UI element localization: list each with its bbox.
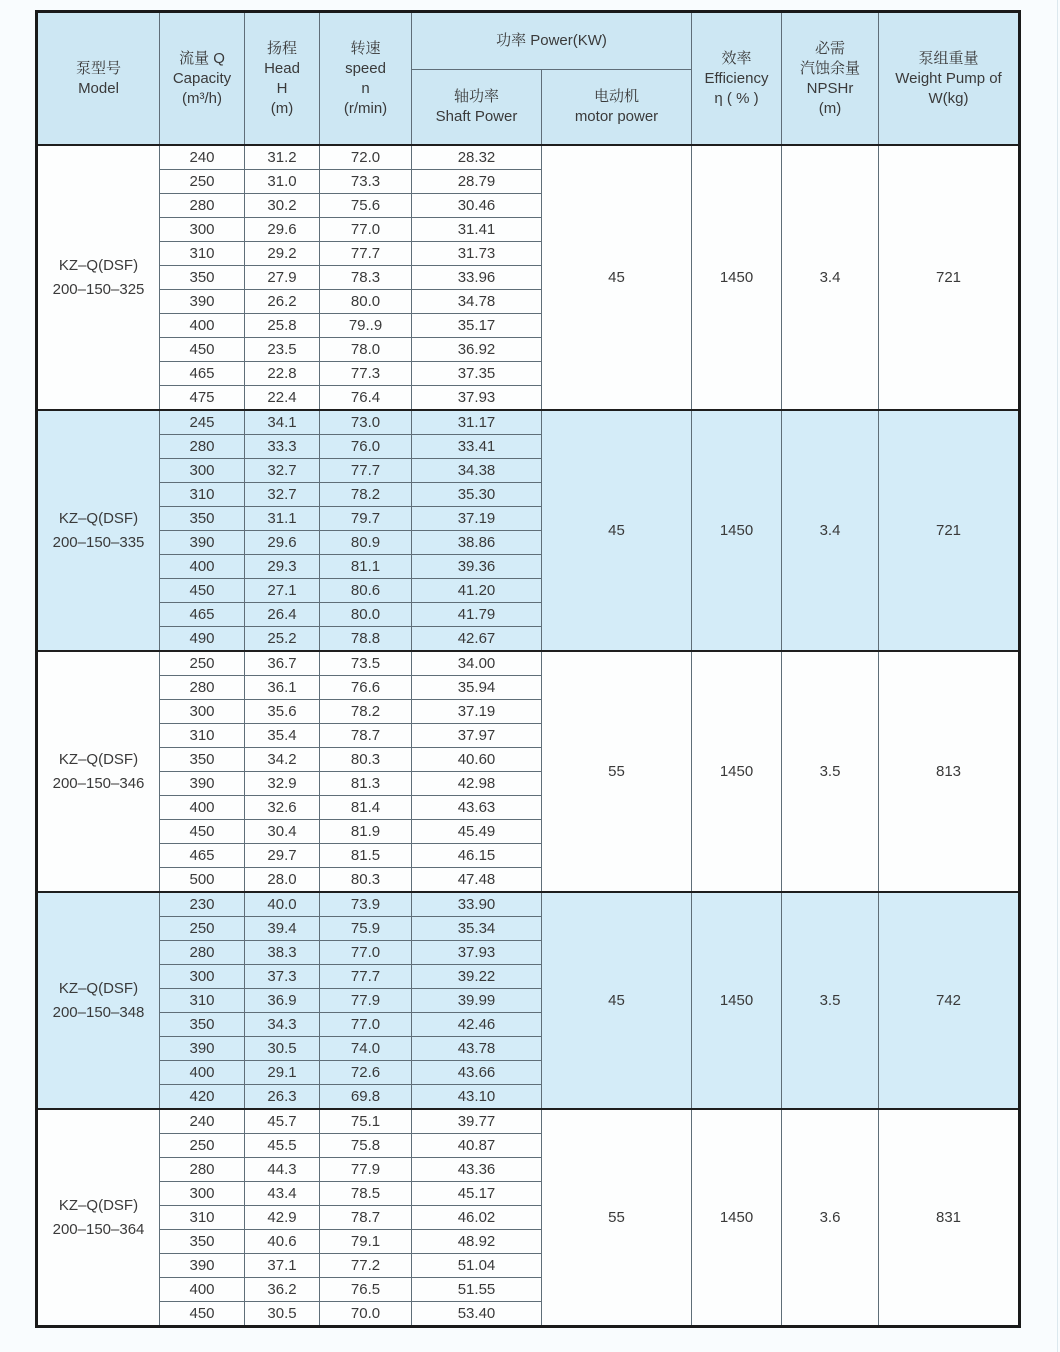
speed-cell: 80.9 <box>320 531 412 555</box>
speed-cell: 78.7 <box>320 1206 412 1230</box>
speed-cell: 76.4 <box>320 386 412 411</box>
head-cell: 30.5 <box>245 1037 320 1061</box>
col-header-capacity: 流量 Q Capacity (m³/h) <box>160 12 245 146</box>
head-cell: 26.4 <box>245 603 320 627</box>
shaft-power-cell: 41.20 <box>412 579 542 603</box>
head-cell: 32.6 <box>245 796 320 820</box>
motor-power-cell: 45 <box>542 145 692 410</box>
speed-cell: 75.1 <box>320 1109 412 1134</box>
shaft-power-cell: 31.73 <box>412 242 542 266</box>
capacity-cell: 250 <box>160 651 245 676</box>
head-cell: 34.1 <box>245 410 320 435</box>
capacity-cell: 400 <box>160 1278 245 1302</box>
npshr-cell: 3.4 <box>782 145 879 410</box>
model-line: 200–150–346 <box>52 774 145 792</box>
capacity-cell: 310 <box>160 1206 245 1230</box>
shaft-power-cell: 39.99 <box>412 989 542 1013</box>
capacity-cell: 500 <box>160 868 245 893</box>
capacity-cell: 280 <box>160 941 245 965</box>
speed-cell: 80.0 <box>320 603 412 627</box>
shaft-power-cell: 42.46 <box>412 1013 542 1037</box>
table-header <box>37 12 1020 146</box>
capacity-cell: 280 <box>160 676 245 700</box>
speed-cell: 75.6 <box>320 194 412 218</box>
col-header-motor-power: 电动机 motor power <box>542 70 692 146</box>
shaft-power-cell: 43.36 <box>412 1158 542 1182</box>
shaft-power-cell: 48.92 <box>412 1230 542 1254</box>
table-row <box>37 892 1020 917</box>
weight-cell: 813 <box>879 651 1020 892</box>
npshr-cell: 3.6 <box>782 1109 879 1327</box>
head-cell: 36.1 <box>245 676 320 700</box>
capacity-cell: 420 <box>160 1085 245 1110</box>
model-cell <box>37 651 160 892</box>
capacity-cell: 250 <box>160 917 245 941</box>
efficiency-cell: 1450 <box>692 410 782 651</box>
speed-cell: 77.0 <box>320 218 412 242</box>
shaft-power-cell: 43.10 <box>412 1085 542 1110</box>
col-header-weight: 泵组重量 Weight Pump of W(kg) <box>879 12 1020 146</box>
head-cell: 32.7 <box>245 459 320 483</box>
head-cell: 36.2 <box>245 1278 320 1302</box>
head-cell: 26.3 <box>245 1085 320 1110</box>
capacity-cell: 400 <box>160 555 245 579</box>
head-cell: 29.2 <box>245 242 320 266</box>
speed-cell: 78.2 <box>320 483 412 507</box>
speed-cell: 78.2 <box>320 700 412 724</box>
col-header-npshr: 必需 汽蚀余量 NPSHr (m) <box>782 12 879 146</box>
efficiency-cell: 1450 <box>692 145 782 410</box>
capacity-cell: 240 <box>160 1109 245 1134</box>
motor-power-cell: 45 <box>542 892 692 1109</box>
head-cell: 31.1 <box>245 507 320 531</box>
speed-cell: 72.6 <box>320 1061 412 1085</box>
capacity-cell: 300 <box>160 1182 245 1206</box>
head-cell: 26.2 <box>245 290 320 314</box>
head-cell: 32.7 <box>245 483 320 507</box>
capacity-cell: 240 <box>160 145 245 170</box>
head-cell: 30.2 <box>245 194 320 218</box>
head-cell: 38.3 <box>245 941 320 965</box>
col-header-power-group: 功率 Power(KW) <box>412 12 692 70</box>
npshr-cell: 3.5 <box>782 651 879 892</box>
weight-cell: 742 <box>879 892 1020 1109</box>
model-line: 200–150–364 <box>52 1220 145 1238</box>
table-row <box>37 410 1020 435</box>
head-cell: 31.0 <box>245 170 320 194</box>
npshr-cell: 3.4 <box>782 410 879 651</box>
capacity-cell: 280 <box>160 435 245 459</box>
efficiency-cell: 1450 <box>692 1109 782 1327</box>
speed-cell: 73.0 <box>320 410 412 435</box>
speed-cell: 69.8 <box>320 1085 412 1110</box>
speed-cell: 70.0 <box>320 1302 412 1327</box>
speed-cell: 79.1 <box>320 1230 412 1254</box>
shaft-power-cell: 35.34 <box>412 917 542 941</box>
speed-cell: 75.8 <box>320 1134 412 1158</box>
model-line: KZ–Q(DSF) <box>58 509 139 527</box>
capacity-cell: 350 <box>160 1230 245 1254</box>
table-row <box>37 1109 1020 1134</box>
model-line: 200–150–348 <box>52 1003 145 1021</box>
head-cell: 32.9 <box>245 772 320 796</box>
speed-cell: 80.0 <box>320 290 412 314</box>
shaft-power-cell: 42.98 <box>412 772 542 796</box>
weight-cell: 831 <box>879 1109 1020 1327</box>
speed-cell: 76.0 <box>320 435 412 459</box>
head-cell: 29.7 <box>245 844 320 868</box>
shaft-power-cell: 37.35 <box>412 362 542 386</box>
head-cell: 25.2 <box>245 627 320 652</box>
head-cell: 29.3 <box>245 555 320 579</box>
head-cell: 34.3 <box>245 1013 320 1037</box>
capacity-cell: 245 <box>160 410 245 435</box>
head-cell: 43.4 <box>245 1182 320 1206</box>
table-row <box>37 145 1020 170</box>
model-line: KZ–Q(DSF) <box>58 256 139 274</box>
head-cell: 30.5 <box>245 1302 320 1327</box>
head-cell: 29.1 <box>245 1061 320 1085</box>
shaft-power-cell: 51.04 <box>412 1254 542 1278</box>
shaft-power-cell: 43.63 <box>412 796 542 820</box>
head-cell: 30.4 <box>245 820 320 844</box>
capacity-cell: 390 <box>160 1037 245 1061</box>
head-cell: 34.2 <box>245 748 320 772</box>
shaft-power-cell: 28.32 <box>412 145 542 170</box>
model-cell <box>37 892 160 1109</box>
capacity-cell: 310 <box>160 242 245 266</box>
capacity-cell: 280 <box>160 1158 245 1182</box>
head-cell: 37.1 <box>245 1254 320 1278</box>
head-cell: 36.9 <box>245 989 320 1013</box>
head-cell: 35.6 <box>245 700 320 724</box>
capacity-cell: 310 <box>160 989 245 1013</box>
shaft-power-cell: 36.92 <box>412 338 542 362</box>
head-cell: 40.6 <box>245 1230 320 1254</box>
capacity-cell: 450 <box>160 579 245 603</box>
capacity-cell: 350 <box>160 507 245 531</box>
speed-cell: 80.3 <box>320 868 412 893</box>
shaft-power-cell: 37.19 <box>412 700 542 724</box>
head-cell: 27.9 <box>245 266 320 290</box>
speed-cell: 73.9 <box>320 892 412 917</box>
col-header-head: 扬程 Head H (m) <box>245 12 320 146</box>
speed-cell: 73.5 <box>320 651 412 676</box>
speed-cell: 78.5 <box>320 1182 412 1206</box>
capacity-cell: 390 <box>160 772 245 796</box>
head-cell: 25.8 <box>245 314 320 338</box>
speed-cell: 76.6 <box>320 676 412 700</box>
speed-cell: 73.3 <box>320 170 412 194</box>
shaft-power-cell: 45.17 <box>412 1182 542 1206</box>
capacity-cell: 465 <box>160 603 245 627</box>
capacity-cell: 280 <box>160 194 245 218</box>
shaft-power-cell: 39.22 <box>412 965 542 989</box>
shaft-power-cell: 34.38 <box>412 459 542 483</box>
capacity-cell: 465 <box>160 362 245 386</box>
speed-cell: 78.7 <box>320 724 412 748</box>
speed-cell: 72.0 <box>320 145 412 170</box>
efficiency-cell: 1450 <box>692 892 782 1109</box>
capacity-cell: 300 <box>160 700 245 724</box>
shaft-power-cell: 37.93 <box>412 941 542 965</box>
shaft-power-cell: 34.78 <box>412 290 542 314</box>
capacity-cell: 350 <box>160 1013 245 1037</box>
speed-cell: 77.7 <box>320 459 412 483</box>
head-cell: 23.5 <box>245 338 320 362</box>
shaft-power-cell: 45.49 <box>412 820 542 844</box>
model-cell <box>37 145 160 410</box>
shaft-power-cell: 37.93 <box>412 386 542 411</box>
shaft-power-cell: 28.79 <box>412 170 542 194</box>
speed-cell: 79.7 <box>320 507 412 531</box>
col-header-efficiency: 效率 Efficiency η ( % ) <box>692 12 782 146</box>
speed-cell: 77.0 <box>320 941 412 965</box>
motor-power-cell: 55 <box>542 651 692 892</box>
shaft-power-cell: 46.15 <box>412 844 542 868</box>
shaft-power-cell: 41.79 <box>412 603 542 627</box>
shaft-power-cell: 35.30 <box>412 483 542 507</box>
table-body <box>37 145 1020 1327</box>
capacity-cell: 300 <box>160 459 245 483</box>
col-header-shaft-power: 轴功率 Shaft Power <box>412 70 542 146</box>
model-cell <box>37 1109 160 1327</box>
shaft-power-cell: 31.17 <box>412 410 542 435</box>
capacity-cell: 490 <box>160 627 245 652</box>
speed-cell: 81.1 <box>320 555 412 579</box>
model-line: KZ–Q(DSF) <box>58 1196 139 1214</box>
capacity-cell: 300 <box>160 965 245 989</box>
shaft-power-cell: 33.96 <box>412 266 542 290</box>
shaft-power-cell: 33.41 <box>412 435 542 459</box>
col-header-speed: 转速 speed n (r/min) <box>320 12 412 146</box>
shaft-power-cell: 37.97 <box>412 724 542 748</box>
shaft-power-cell: 51.55 <box>412 1278 542 1302</box>
shaft-power-cell: 43.66 <box>412 1061 542 1085</box>
head-cell: 35.4 <box>245 724 320 748</box>
speed-cell: 78.0 <box>320 338 412 362</box>
capacity-cell: 400 <box>160 1061 245 1085</box>
speed-cell: 77.9 <box>320 1158 412 1182</box>
model-line: 200–150–325 <box>52 280 145 298</box>
shaft-power-cell: 46.02 <box>412 1206 542 1230</box>
speed-cell: 77.7 <box>320 965 412 989</box>
col-header-model: 泵型号 Model <box>37 12 160 146</box>
model-line: KZ–Q(DSF) <box>58 750 139 768</box>
shaft-power-cell: 39.77 <box>412 1109 542 1134</box>
speed-cell: 77.2 <box>320 1254 412 1278</box>
head-cell: 45.5 <box>245 1134 320 1158</box>
head-cell: 33.3 <box>245 435 320 459</box>
capacity-cell: 300 <box>160 218 245 242</box>
shaft-power-cell: 43.78 <box>412 1037 542 1061</box>
capacity-cell: 465 <box>160 844 245 868</box>
head-cell: 22.8 <box>245 362 320 386</box>
speed-cell: 77.3 <box>320 362 412 386</box>
shaft-power-cell: 53.40 <box>412 1302 542 1327</box>
head-cell: 22.4 <box>245 386 320 411</box>
capacity-cell: 250 <box>160 170 245 194</box>
speed-cell: 81.5 <box>320 844 412 868</box>
capacity-cell: 230 <box>160 892 245 917</box>
head-cell: 28.0 <box>245 868 320 893</box>
model-cell <box>37 410 160 651</box>
shaft-power-cell: 42.67 <box>412 627 542 652</box>
head-cell: 44.3 <box>245 1158 320 1182</box>
speed-cell: 80.3 <box>320 748 412 772</box>
head-cell: 42.9 <box>245 1206 320 1230</box>
shaft-power-cell: 38.86 <box>412 531 542 555</box>
shaft-power-cell: 37.19 <box>412 507 542 531</box>
shaft-power-cell: 35.17 <box>412 314 542 338</box>
capacity-cell: 310 <box>160 483 245 507</box>
pump-spec-table <box>35 10 1021 1328</box>
capacity-cell: 450 <box>160 820 245 844</box>
weight-cell: 721 <box>879 145 1020 410</box>
shaft-power-cell: 40.60 <box>412 748 542 772</box>
head-cell: 37.3 <box>245 965 320 989</box>
shaft-power-cell: 40.87 <box>412 1134 542 1158</box>
speed-cell: 77.0 <box>320 1013 412 1037</box>
head-cell: 36.7 <box>245 651 320 676</box>
speed-cell: 81.4 <box>320 796 412 820</box>
head-cell: 39.4 <box>245 917 320 941</box>
head-cell: 31.2 <box>245 145 320 170</box>
speed-cell: 78.3 <box>320 266 412 290</box>
capacity-cell: 400 <box>160 796 245 820</box>
capacity-cell: 475 <box>160 386 245 411</box>
weight-cell: 721 <box>879 410 1020 651</box>
capacity-cell: 350 <box>160 266 245 290</box>
npshr-cell: 3.5 <box>782 892 879 1109</box>
capacity-cell: 390 <box>160 531 245 555</box>
table-row <box>37 651 1020 676</box>
speed-cell: 75.9 <box>320 917 412 941</box>
speed-cell: 81.3 <box>320 772 412 796</box>
capacity-cell: 390 <box>160 290 245 314</box>
speed-cell: 77.7 <box>320 242 412 266</box>
motor-power-cell: 55 <box>542 1109 692 1327</box>
shaft-power-cell: 33.90 <box>412 892 542 917</box>
model-line: 200–150–335 <box>52 533 145 551</box>
speed-cell: 77.9 <box>320 989 412 1013</box>
capacity-cell: 450 <box>160 1302 245 1327</box>
shaft-power-cell: 34.00 <box>412 651 542 676</box>
shaft-power-cell: 47.48 <box>412 868 542 893</box>
capacity-cell: 400 <box>160 314 245 338</box>
head-cell: 29.6 <box>245 531 320 555</box>
capacity-cell: 350 <box>160 748 245 772</box>
capacity-cell: 450 <box>160 338 245 362</box>
capacity-cell: 390 <box>160 1254 245 1278</box>
capacity-cell: 250 <box>160 1134 245 1158</box>
speed-cell: 81.9 <box>320 820 412 844</box>
speed-cell: 78.8 <box>320 627 412 652</box>
speed-cell: 76.5 <box>320 1278 412 1302</box>
speed-cell: 74.0 <box>320 1037 412 1061</box>
head-cell: 45.7 <box>245 1109 320 1134</box>
model-line: KZ–Q(DSF) <box>58 979 139 997</box>
head-cell: 29.6 <box>245 218 320 242</box>
efficiency-cell: 1450 <box>692 651 782 892</box>
speed-cell: 80.6 <box>320 579 412 603</box>
shaft-power-cell: 39.36 <box>412 555 542 579</box>
head-cell: 27.1 <box>245 579 320 603</box>
head-cell: 40.0 <box>245 892 320 917</box>
shaft-power-cell: 31.41 <box>412 218 542 242</box>
speed-cell: 79..9 <box>320 314 412 338</box>
shaft-power-cell: 35.94 <box>412 676 542 700</box>
capacity-cell: 310 <box>160 724 245 748</box>
shaft-power-cell: 30.46 <box>412 194 542 218</box>
motor-power-cell: 45 <box>542 410 692 651</box>
